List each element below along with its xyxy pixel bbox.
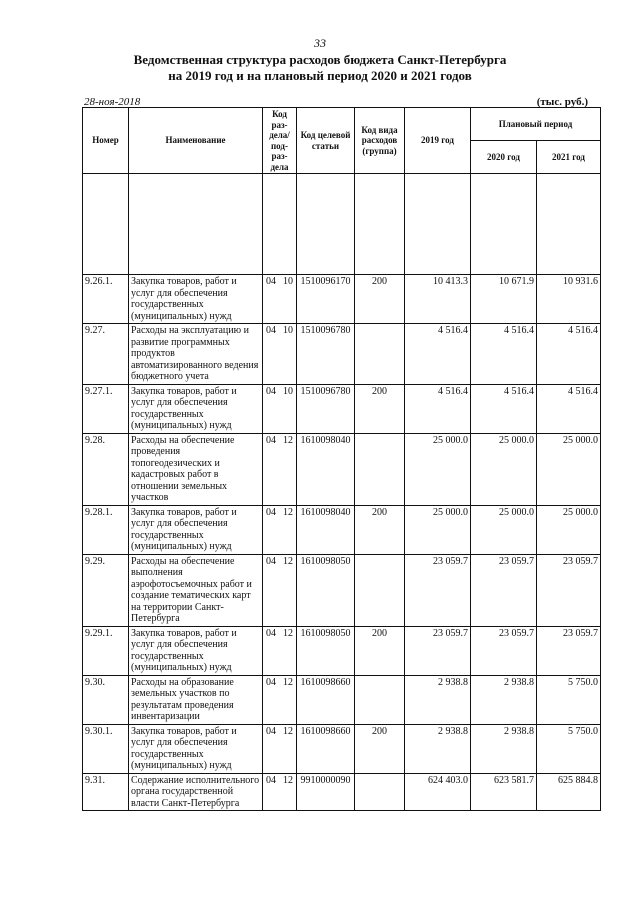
row-amount-2019: 624 403.0: [405, 773, 471, 811]
row-section-a: 04: [266, 725, 276, 737]
row-section-b: 12: [283, 676, 293, 688]
row-amount-2020: 25 000.0: [471, 433, 537, 505]
row-amount-2021: 5 750.0: [537, 724, 601, 773]
row-name: Расходы на образование земельных участков по результатам проведения инвентаризации: [129, 675, 263, 724]
row-target-code: 1610098660: [297, 724, 355, 773]
row-target-code: 1610098040: [297, 433, 355, 505]
row-name: Расходы на эксплуатацию и развитие программных продуктов автоматизированного ведения бюджетного учета: [129, 324, 263, 385]
row-section-a: 04: [266, 385, 276, 397]
row-target-code: 9910000090: [297, 773, 355, 811]
row-number: 9.29.: [83, 554, 129, 626]
table-row: [83, 275, 601, 324]
row-section-code: [263, 505, 297, 554]
table-row: [83, 505, 601, 554]
row-section-code: [263, 275, 297, 324]
row-section-code: [263, 724, 297, 773]
header-plan-period: Плановый период: [471, 108, 601, 141]
row-target-code: 1610098660: [297, 675, 355, 724]
document-date: 28-ноя-2018: [84, 96, 141, 108]
row-section-b: 12: [283, 506, 293, 518]
row-section-a: 04: [266, 276, 276, 287]
units-label: (тыс. руб.): [536, 96, 588, 108]
row-section-code: [263, 324, 297, 385]
row-section-b: 12: [283, 627, 293, 639]
row-section-b: 10: [283, 276, 293, 287]
row-section-b: 10: [283, 325, 293, 336]
row-section-b: 10: [283, 385, 293, 397]
row-section-b: 12: [283, 774, 293, 786]
row-amount-2020: 25 000.0: [471, 505, 537, 554]
row-number: 9.28.: [83, 433, 129, 505]
header-2021: 2021 год: [537, 141, 601, 174]
table-row: [83, 773, 601, 811]
row-number: 9.27.1.: [83, 384, 129, 433]
table-row: [83, 554, 601, 626]
row-section-code: [263, 384, 297, 433]
row-section-code: [263, 433, 297, 505]
row-group-code: 200: [355, 724, 405, 773]
row-section-code: [263, 675, 297, 724]
header-2020: 2020 год: [471, 141, 537, 174]
budget-table: [82, 107, 601, 811]
row-group-code: [355, 675, 405, 724]
row-number: 9.31.: [83, 773, 129, 811]
row-amount-2020: 10 671.9: [471, 275, 537, 324]
row-amount-2020: 4 516.4: [471, 384, 537, 433]
row-group-code: 200: [355, 505, 405, 554]
row-amount-2021: 4 516.4: [537, 384, 601, 433]
row-section-b: 12: [283, 725, 293, 737]
row-amount-2019: 4 516.4: [405, 384, 471, 433]
table-body: [83, 174, 601, 811]
header-name: Наименование: [129, 108, 263, 174]
header-spacer-row: [83, 174, 601, 275]
row-amount-2021: 23 059.7: [537, 626, 601, 675]
row-section-b: 12: [283, 434, 293, 446]
table-row: [83, 675, 601, 724]
row-amount-2020: 23 059.7: [471, 554, 537, 626]
row-target-code: 1510096170: [297, 275, 355, 324]
table-row: [83, 626, 601, 675]
row-amount-2020: 2 938.8: [471, 675, 537, 724]
row-section-a: 04: [266, 774, 276, 786]
row-section-code: [263, 773, 297, 811]
row-section-a: 04: [266, 506, 276, 518]
row-name: Закупка товаров, работ и услуг для обеспечения государственных (муниципальных) нужд: [129, 505, 263, 554]
row-amount-2019: 4 516.4: [405, 324, 471, 385]
header-2019: 2019 год: [405, 108, 471, 174]
table-row: [83, 724, 601, 773]
header-group: Код вида расходов (группа): [355, 108, 405, 174]
row-group-code: [355, 773, 405, 811]
row-amount-2019: 23 059.7: [405, 626, 471, 675]
row-amount-2020: 2 938.8: [471, 724, 537, 773]
row-name: Расходы на обеспечение выполнения аэрофотосъемочных работ и создание тематических карт на территории Санкт-Петербурга: [129, 554, 263, 626]
row-amount-2020: 23 059.7: [471, 626, 537, 675]
row-number: 9.28.1.: [83, 505, 129, 554]
row-amount-2020: 623 581.7: [471, 773, 537, 811]
row-name: Закупка товаров, работ и услуг для обеспечения государственных (муниципальных) нужд: [129, 626, 263, 675]
row-amount-2019: 25 000.0: [405, 505, 471, 554]
row-amount-2020: 4 516.4: [471, 324, 537, 385]
row-section-code: [263, 626, 297, 675]
row-amount-2019: 25 000.0: [405, 433, 471, 505]
page-number: 33: [314, 36, 326, 50]
row-amount-2019: 2 938.8: [405, 724, 471, 773]
document-title: [60, 52, 580, 84]
row-section-a: 04: [266, 627, 276, 639]
row-number: 9.30.: [83, 675, 129, 724]
row-section-a: 04: [266, 555, 276, 567]
row-name: Закупка товаров, работ и услуг для обеспечения государственных (муниципальных) нужд: [129, 275, 263, 324]
table-row: [83, 433, 601, 505]
row-group-code: [355, 433, 405, 505]
row-amount-2019: 10 413.3: [405, 275, 471, 324]
header-number: Номер: [83, 108, 129, 174]
row-group-code: 200: [355, 626, 405, 675]
row-name: Содержание исполнительного органа государственной власти Санкт-Петербурга: [129, 773, 263, 811]
row-group-code: 200: [355, 384, 405, 433]
header-section: Код раз- дела/ под- раз- дела: [263, 108, 297, 174]
row-name: Закупка товаров, работ и услуг для обеспечения государственных (муниципальных) нужд: [129, 384, 263, 433]
row-number: 9.27.: [83, 324, 129, 385]
table-row: [83, 324, 601, 385]
row-group-code: 200: [355, 275, 405, 324]
row-number: 9.29.1.: [83, 626, 129, 675]
title-line-2: на 2019 год и на плановый период 2020 и 2021 годов: [168, 68, 472, 83]
row-target-code: 1610098050: [297, 626, 355, 675]
row-section-a: 04: [266, 325, 276, 336]
row-section-code: [263, 554, 297, 626]
row-group-code: [355, 324, 405, 385]
row-section-a: 04: [266, 434, 276, 446]
table-header: [83, 108, 601, 174]
header-target: Код целевой статьи: [297, 108, 355, 174]
row-amount-2021: 25 000.0: [537, 505, 601, 554]
row-name: Закупка товаров, работ и услуг для обеспечения государственных (муниципальных) нужд: [129, 724, 263, 773]
row-amount-2021: 25 000.0: [537, 433, 601, 505]
row-amount-2021: 10 931.6: [537, 275, 601, 324]
row-number: 9.30.1.: [83, 724, 129, 773]
row-section-a: 04: [266, 676, 276, 688]
row-amount-2021: 625 884.8: [537, 773, 601, 811]
row-amount-2021: 5 750.0: [537, 675, 601, 724]
row-target-code: 1610098040: [297, 505, 355, 554]
row-name: Расходы на обеспечение проведения топогеодезических и кадастровых работ в отношении земельных участков: [129, 433, 263, 505]
row-amount-2019: 23 059.7: [405, 554, 471, 626]
row-target-code: 1610098050: [297, 554, 355, 626]
row-group-code: [355, 554, 405, 626]
row-number: 9.26.1.: [83, 275, 129, 324]
row-target-code: 1510096780: [297, 384, 355, 433]
row-target-code: 1510096780: [297, 324, 355, 385]
row-section-b: 12: [283, 555, 293, 567]
row-amount-2021: 4 516.4: [537, 324, 601, 385]
table-row: [83, 384, 601, 433]
row-amount-2019: 2 938.8: [405, 675, 471, 724]
row-amount-2021: 23 059.7: [537, 554, 601, 626]
title-line-1: Ведомственная структура расходов бюджета Санкт-Петербурга: [133, 52, 507, 67]
